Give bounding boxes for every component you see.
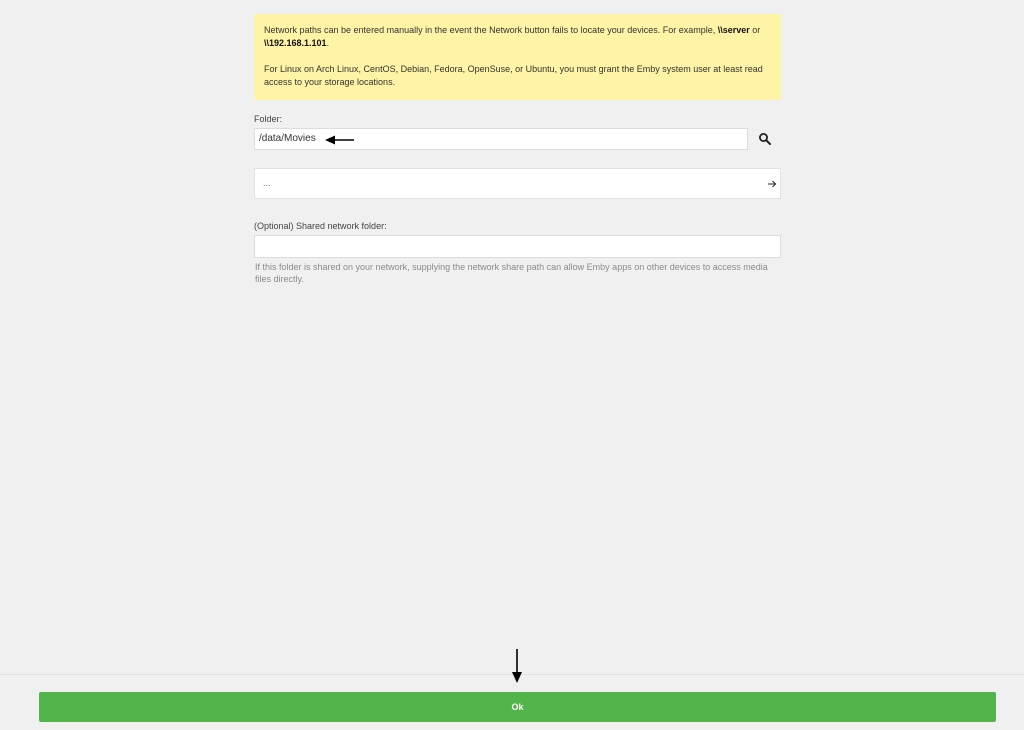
search-icon [756, 130, 774, 148]
arrow-down-annotation-icon [511, 649, 523, 683]
example-ip: \\192.168.1.101 [264, 38, 327, 48]
folder-label: Folder: [254, 114, 283, 124]
folder-row [254, 128, 781, 152]
browse-parent-item: ... [263, 178, 271, 188]
example-server: \\server [717, 25, 750, 35]
shared-folder-help: If this folder is shared on your network, supplying the network share path can allow Emby apps on other devices to access media files directly. [255, 262, 768, 284]
arrow-left-annotation-icon [325, 135, 355, 145]
info-notice [254, 14, 781, 100]
arrow-right-icon [767, 179, 777, 189]
shared-folder-input[interactable] [254, 235, 781, 258]
notice-network-paths: Network paths can be entered manually in the event the Network button fails to locate your devices. For example, \\server or \\192.168.1.101. [264, 25, 761, 48]
ok-button[interactable]: Ok [39, 692, 996, 722]
folder-browser-item[interactable] [254, 168, 781, 199]
shared-folder-label: (Optional) Shared network folder: [254, 221, 387, 231]
notice-linux-permissions: For Linux on Arch Linux, CentOS, Debian, Fedora, OpenSuse, or Ubuntu, you must grant the Emby system user at least read access to your storage locations. [264, 64, 763, 87]
dialog-content [254, 14, 781, 284]
search-button[interactable] [756, 130, 774, 148]
